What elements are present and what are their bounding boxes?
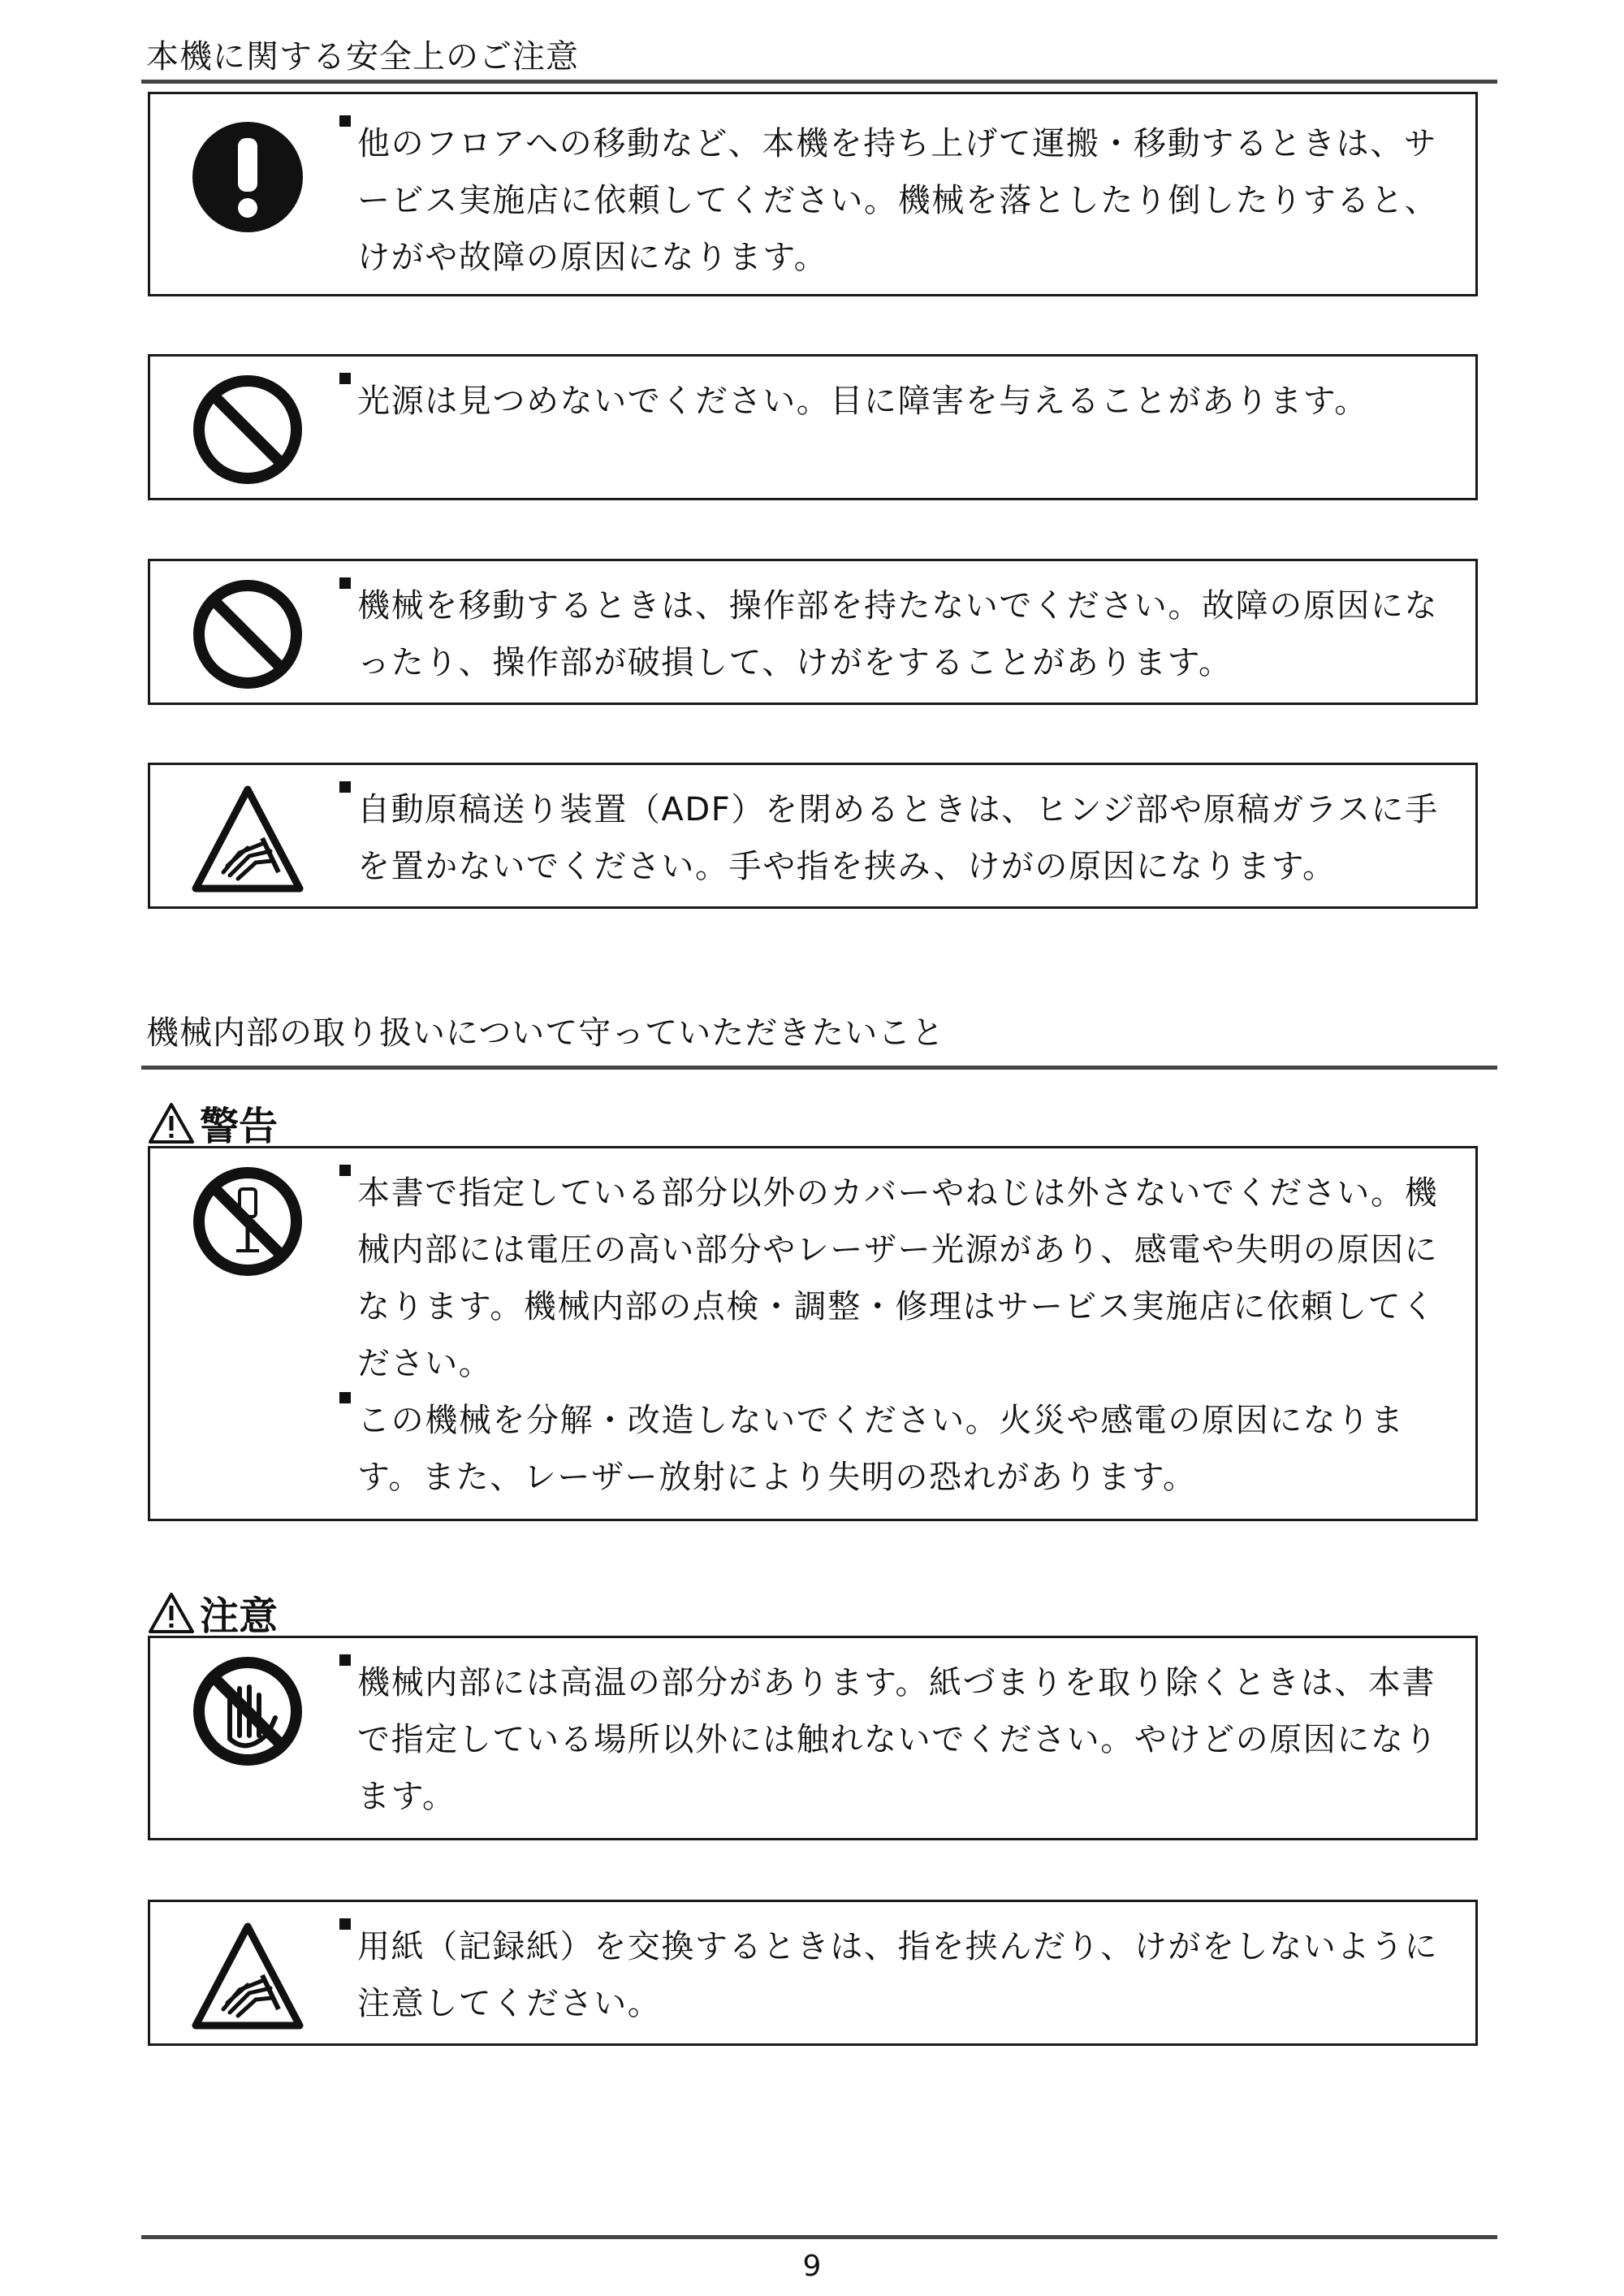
notice-item	[357, 577, 1462, 691]
section-rule	[141, 80, 1497, 84]
safety-notice-box	[148, 92, 1478, 296]
safety-notice-box	[148, 354, 1478, 500]
bullet	[339, 1918, 351, 1930]
warning-label: 警告	[200, 1104, 279, 1149]
notice-text: 光源は見つめないでください。目に障害を与えることがあります。	[357, 383, 1368, 420]
bullet	[339, 115, 351, 127]
notice-item	[357, 115, 1462, 286]
footer-rule	[141, 2235, 1497, 2239]
notice-text: 機械を移動するときは、操作部を持たないでください。故障の原因になったり、操作部が破損して、けがをすることがあります。	[357, 587, 1439, 681]
finger-pinch-warning-icon	[191, 1918, 304, 2032]
notice-text: 用紙（記録紙）を交換するときは、指を挟んだり、けがをしないように注意してください。	[357, 1928, 1439, 2022]
safety-notice-box	[148, 559, 1478, 705]
prohibition-icon	[191, 577, 304, 691]
bullet	[339, 1654, 351, 1666]
bullet	[339, 373, 351, 384]
safety-notice-box	[148, 1636, 1478, 1840]
safety-notice-box	[148, 1900, 1478, 2046]
notice-text: 本書で指定している部分以外のカバーやねじは外さないでください。機械内部には電圧の高い部分やレーザー光源があり、感電や失明の原因になります。機械内部の点検・調整・修理はサービス実施店に依頼してください。	[357, 1174, 1439, 1382]
section-title: 機械内部の取り扱いについて守っていただきたいこと	[146, 1014, 945, 1052]
safety-notice-box	[148, 1146, 1478, 1521]
notice-text: 他のフロアへの移動など、本機を持ち上げて運搬・移動するときは、サービス実施店に依頼してください。機械を落としたり倒したりすると、けがや故障の原因になります。	[357, 125, 1439, 276]
caution-label: 注意	[200, 1593, 279, 1639]
mandatory-action-icon	[191, 120, 304, 234]
notice-text: 自動原稿送り装置（ADF）を閉めるときは、ヒンジ部や原稿ガラスに手を置かないでください。手や指を挟み、けがの原因になります。	[357, 791, 1439, 885]
notice-item	[357, 781, 1462, 895]
notice-item	[357, 1165, 1462, 1392]
notice-item	[357, 373, 1462, 430]
bullet	[339, 1165, 351, 1176]
notice-item	[357, 1654, 1462, 1825]
caution-triangle-icon	[148, 1592, 195, 1634]
notice-item	[357, 1392, 1462, 1506]
finger-pinch-warning-icon	[191, 781, 304, 895]
notice-item	[357, 1918, 1462, 2032]
section-title: 本機に関する安全上のご注意	[146, 38, 579, 76]
warning-heading	[148, 1095, 278, 1151]
section-rule	[141, 1066, 1497, 1070]
bullet	[339, 781, 351, 793]
caution-heading	[148, 1585, 278, 1641]
notice-text: 機械内部には高温の部分があります。紙づまりを取り除くときは、本書で指定している場所以外には触れないでください。やけどの原因になります。	[357, 1664, 1439, 1815]
no-touch-icon	[191, 1654, 304, 1768]
prohibition-icon	[191, 373, 304, 486]
bullet	[339, 577, 351, 589]
notice-text: この機械を分解・改造しないでください。火災や感電の原因になります。また、レーザー放射により失明の恐れがあります。	[357, 1402, 1405, 1496]
safety-notice-box	[148, 763, 1478, 909]
no-disassembly-icon	[191, 1165, 304, 1278]
page-number: 9	[802, 2250, 822, 2283]
bullet	[339, 1392, 351, 1403]
warning-triangle-icon	[148, 1102, 195, 1144]
